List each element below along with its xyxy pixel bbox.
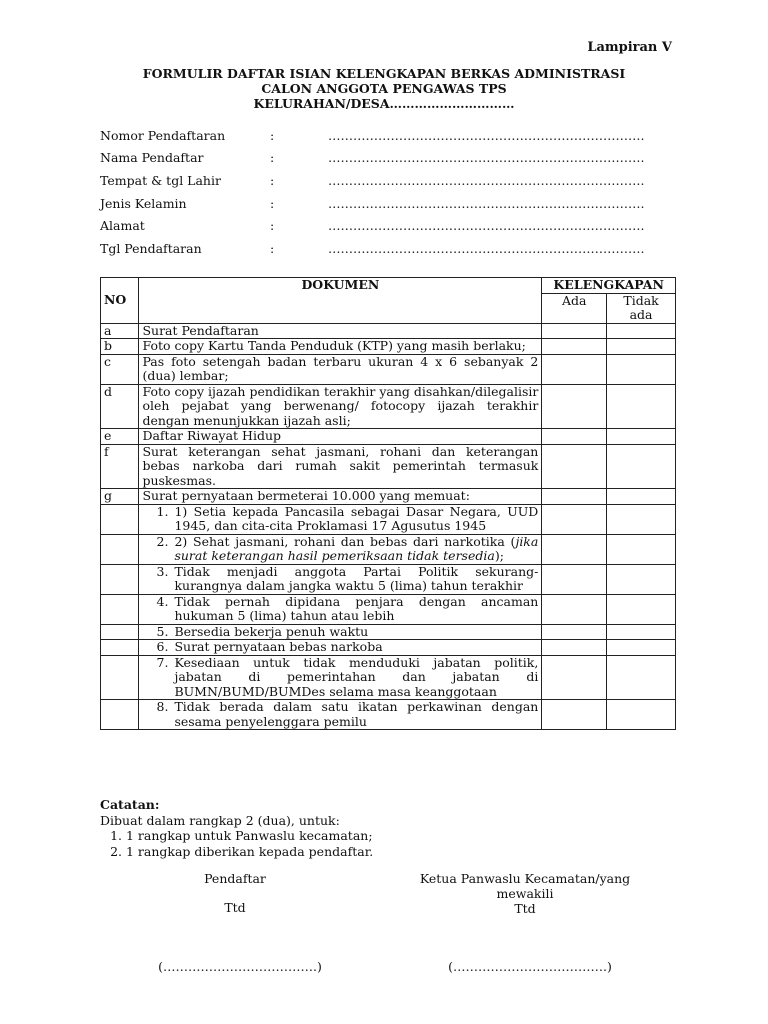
sub-text-italic: jika surat keterangan hasil pemeriksaan tidak tersedia [174,533,539,563]
header-kelengkapan: KELENGKAPAN [542,278,676,294]
row-document: Foto copy ijazah pendidikan terakhir yang disahkan/dilegalisir oleh pejabat yang berwenang/ fotocopy ijazah terakhir dengan menunjukkan ijazah asli; [139,384,542,429]
header-tidak-ada: Tidak ada [607,293,676,323]
check-ada-cell[interactable] [542,534,607,564]
sub-text: Kesediaan untuk tidak menduduki jabatan politik, jabatan di pemerintahan dan jabatan di BUMN/BUMD/BUMDes selama masa keanggotaan [174,654,539,699]
field-colon: : [270,172,275,188]
notes-item: 2. 1 rangkap diberikan kepada pendaftar. [126,844,670,860]
sub-text: Surat pernyataan bebas narkoba [174,639,383,654]
check-tidak-cell[interactable] [607,504,676,534]
field-blank[interactable]: …………………………………………………………………. [328,127,645,143]
field-colon: : [270,127,275,143]
table-row [101,489,676,505]
check-tidak-cell[interactable] [607,640,676,656]
check-tidak-cell[interactable] [607,339,676,355]
field-label: Jenis Kelamin [100,195,187,211]
row-number: f [101,444,139,489]
sub-number: 1. [156,503,169,519]
sub-text [174,535,538,564]
signature-ttd: Ttd [224,900,246,915]
sub-text: Tidak menjadi anggota Partai Politik sekurang-kurangnya dalam jangka waktu 5 (lima) tahun terakhir [174,563,539,593]
field-colon: : [270,195,275,211]
registrant-fields [100,124,670,260]
field-label: Nama Pendaftar [100,150,204,166]
field-birth-place-date [100,169,670,192]
field-blank[interactable]: …………………………………………………………………. [328,218,645,234]
signature-title: Ketua Panwaslu Kecamatan/yang mewakili [419,871,631,901]
table-subrow [101,594,676,624]
sub-item [139,624,542,640]
row-number: b [101,339,139,355]
check-ada-cell[interactable] [542,384,607,429]
field-blank[interactable]: …………………………………………………………………. [328,150,645,166]
field-blank[interactable]: …………………………………………………………………. [328,195,645,211]
check-tidak-cell[interactable] [607,624,676,640]
check-ada-cell[interactable] [542,489,607,505]
table-row [101,323,676,339]
check-tidak-cell[interactable] [607,384,676,429]
check-tidak-cell[interactable] [607,700,676,730]
table-subrow [101,504,676,534]
row-number: a [101,323,139,339]
check-ada-cell[interactable] [542,323,607,339]
row-document: Foto copy Kartu Tanda Penduduk (KTP) yang masih berlaku; [139,339,542,355]
sub-number: 7. [156,654,169,670]
sub-item [139,564,542,594]
signature-name-panwaslu[interactable]: (……………………………….) [448,959,612,974]
sub-number: 4. [156,593,169,609]
table-header-row [101,278,676,294]
row-number: e [101,429,139,445]
notes-intro: Dibuat dalam rangkap 2 (dua), untuk: [100,812,340,828]
check-tidak-cell[interactable] [607,323,676,339]
sub-item [139,700,542,730]
header-no: NO [101,278,139,324]
check-tidak-cell[interactable] [607,564,676,594]
check-ada-cell[interactable] [542,564,607,594]
title-line-2: CALON ANGGOTA PENGAWAS TPS [261,81,507,96]
notes-list [100,828,670,859]
check-tidak-cell[interactable] [607,444,676,489]
check-ada-cell[interactable] [542,429,607,445]
field-address [100,214,670,237]
sub-number: 3. [156,563,169,579]
sub-item [139,655,542,700]
signature-title: Pendaftar [204,871,266,886]
check-ada-cell[interactable] [542,504,607,534]
title-line-3: KELURAHAN/DESA………………………… [253,96,515,111]
check-ada-cell[interactable] [542,594,607,624]
field-gender [100,192,670,215]
row-document: Surat pernyataan bermeterai 10.000 yang memuat: [139,489,542,505]
form-title [100,66,668,111]
sub-item [139,534,542,564]
table-row [101,384,676,429]
appendix-label: Lampiran V [587,40,672,55]
sub-text: 1) Setia kepada Pancasila sebagai Dasar Negara, UUD 1945, dan cita-cita Proklamasi 17 Agusutus 1945 [174,503,539,533]
field-registration-date [100,237,670,260]
field-colon: : [270,218,275,234]
signature-panwaslu [390,871,660,916]
field-registration-number [100,124,670,147]
check-tidak-cell[interactable] [607,354,676,384]
sub-number: 8. [156,699,169,714]
check-ada-cell[interactable] [542,624,607,640]
sub-number: 6. [156,639,169,654]
notes-item: 1. 1 rangkap untuk Panwaslu kecamatan; [126,828,670,844]
row-document: Pas foto setengah badan terbaru ukuran 4 x 6 sebanyak 2 (dua) lembar; [139,354,542,384]
sub-number: 2. [156,533,169,549]
row-document: Surat keterangan sehat jasmani, rohani dan keterangan bebas narkoba dari rumah sakit pemerintah termasuk puskesmas. [139,444,542,489]
table-row [101,354,676,384]
row-document: Daftar Riwayat Hidup [139,429,542,445]
check-tidak-cell[interactable] [607,594,676,624]
sub-text-part: ); [494,548,504,563]
field-label: Nomor Pendaftaran [100,127,226,143]
check-ada-cell[interactable] [542,354,607,384]
table-row [101,429,676,445]
check-ada-cell[interactable] [542,655,607,700]
table-row [101,339,676,355]
sub-text: Tidak pernah dipidana penjara dengan ancaman hukuman 5 (lima) tahun atau lebih [174,593,539,623]
title-line-1: FORMULIR DAFTAR ISIAN KELENGKAPAN BERKAS ADMINISTRASI [142,66,626,81]
header-dokumen: DOKUMEN [139,278,542,324]
sub-text: Bersedia bekerja penuh waktu [174,623,369,639]
table-subrow [101,564,676,594]
notes-section [100,797,670,859]
check-tidak-cell[interactable] [607,489,676,505]
header-ada: Ada [542,293,607,323]
sub-item [139,640,542,656]
sub-number: 5. [156,623,169,639]
table-subrow [101,534,676,564]
row-number: d [101,384,139,429]
check-ada-cell[interactable] [542,640,607,656]
field-colon: : [270,240,275,256]
field-label: Tgl Pendaftaran [100,240,202,256]
signature-registrant [180,871,290,915]
row-number: g [101,489,139,505]
notes-heading: Catatan: [100,797,160,812]
check-tidak-cell[interactable] [607,655,676,700]
field-label: Tempat & tgl Lahir [100,172,221,188]
field-registrant-name [100,147,670,170]
signature-name-registrant[interactable]: (……………………………….) [158,959,322,974]
signature-ttd: Ttd [514,901,536,916]
table-subrow [101,700,676,730]
field-label: Alamat [100,218,145,234]
row-number: c [101,354,139,384]
check-ada-cell[interactable] [542,339,607,355]
sub-text-part: 2) Sehat jasmani, rohani dan bebas dari narkotika ( [174,533,516,549]
table-subrow [101,624,676,640]
table-row [101,444,676,489]
sub-item [139,594,542,624]
row-document: Surat Pendaftaran [139,323,542,339]
field-blank[interactable]: …………………………………………………………………. [328,172,645,188]
check-ada-cell[interactable] [542,700,607,730]
check-tidak-cell[interactable] [607,429,676,445]
check-ada-cell[interactable] [542,444,607,489]
table-subrow [101,655,676,700]
table-subrow [101,640,676,656]
field-blank[interactable]: …………………………………………………………………. [328,240,645,256]
field-colon: : [270,150,275,166]
sub-item [139,504,542,534]
document-checklist-table [100,277,676,730]
check-tidak-cell[interactable] [607,534,676,564]
sub-text: Tidak berada dalam satu ikatan perkawinan dengan sesama penyelenggara pemilu [174,699,539,729]
